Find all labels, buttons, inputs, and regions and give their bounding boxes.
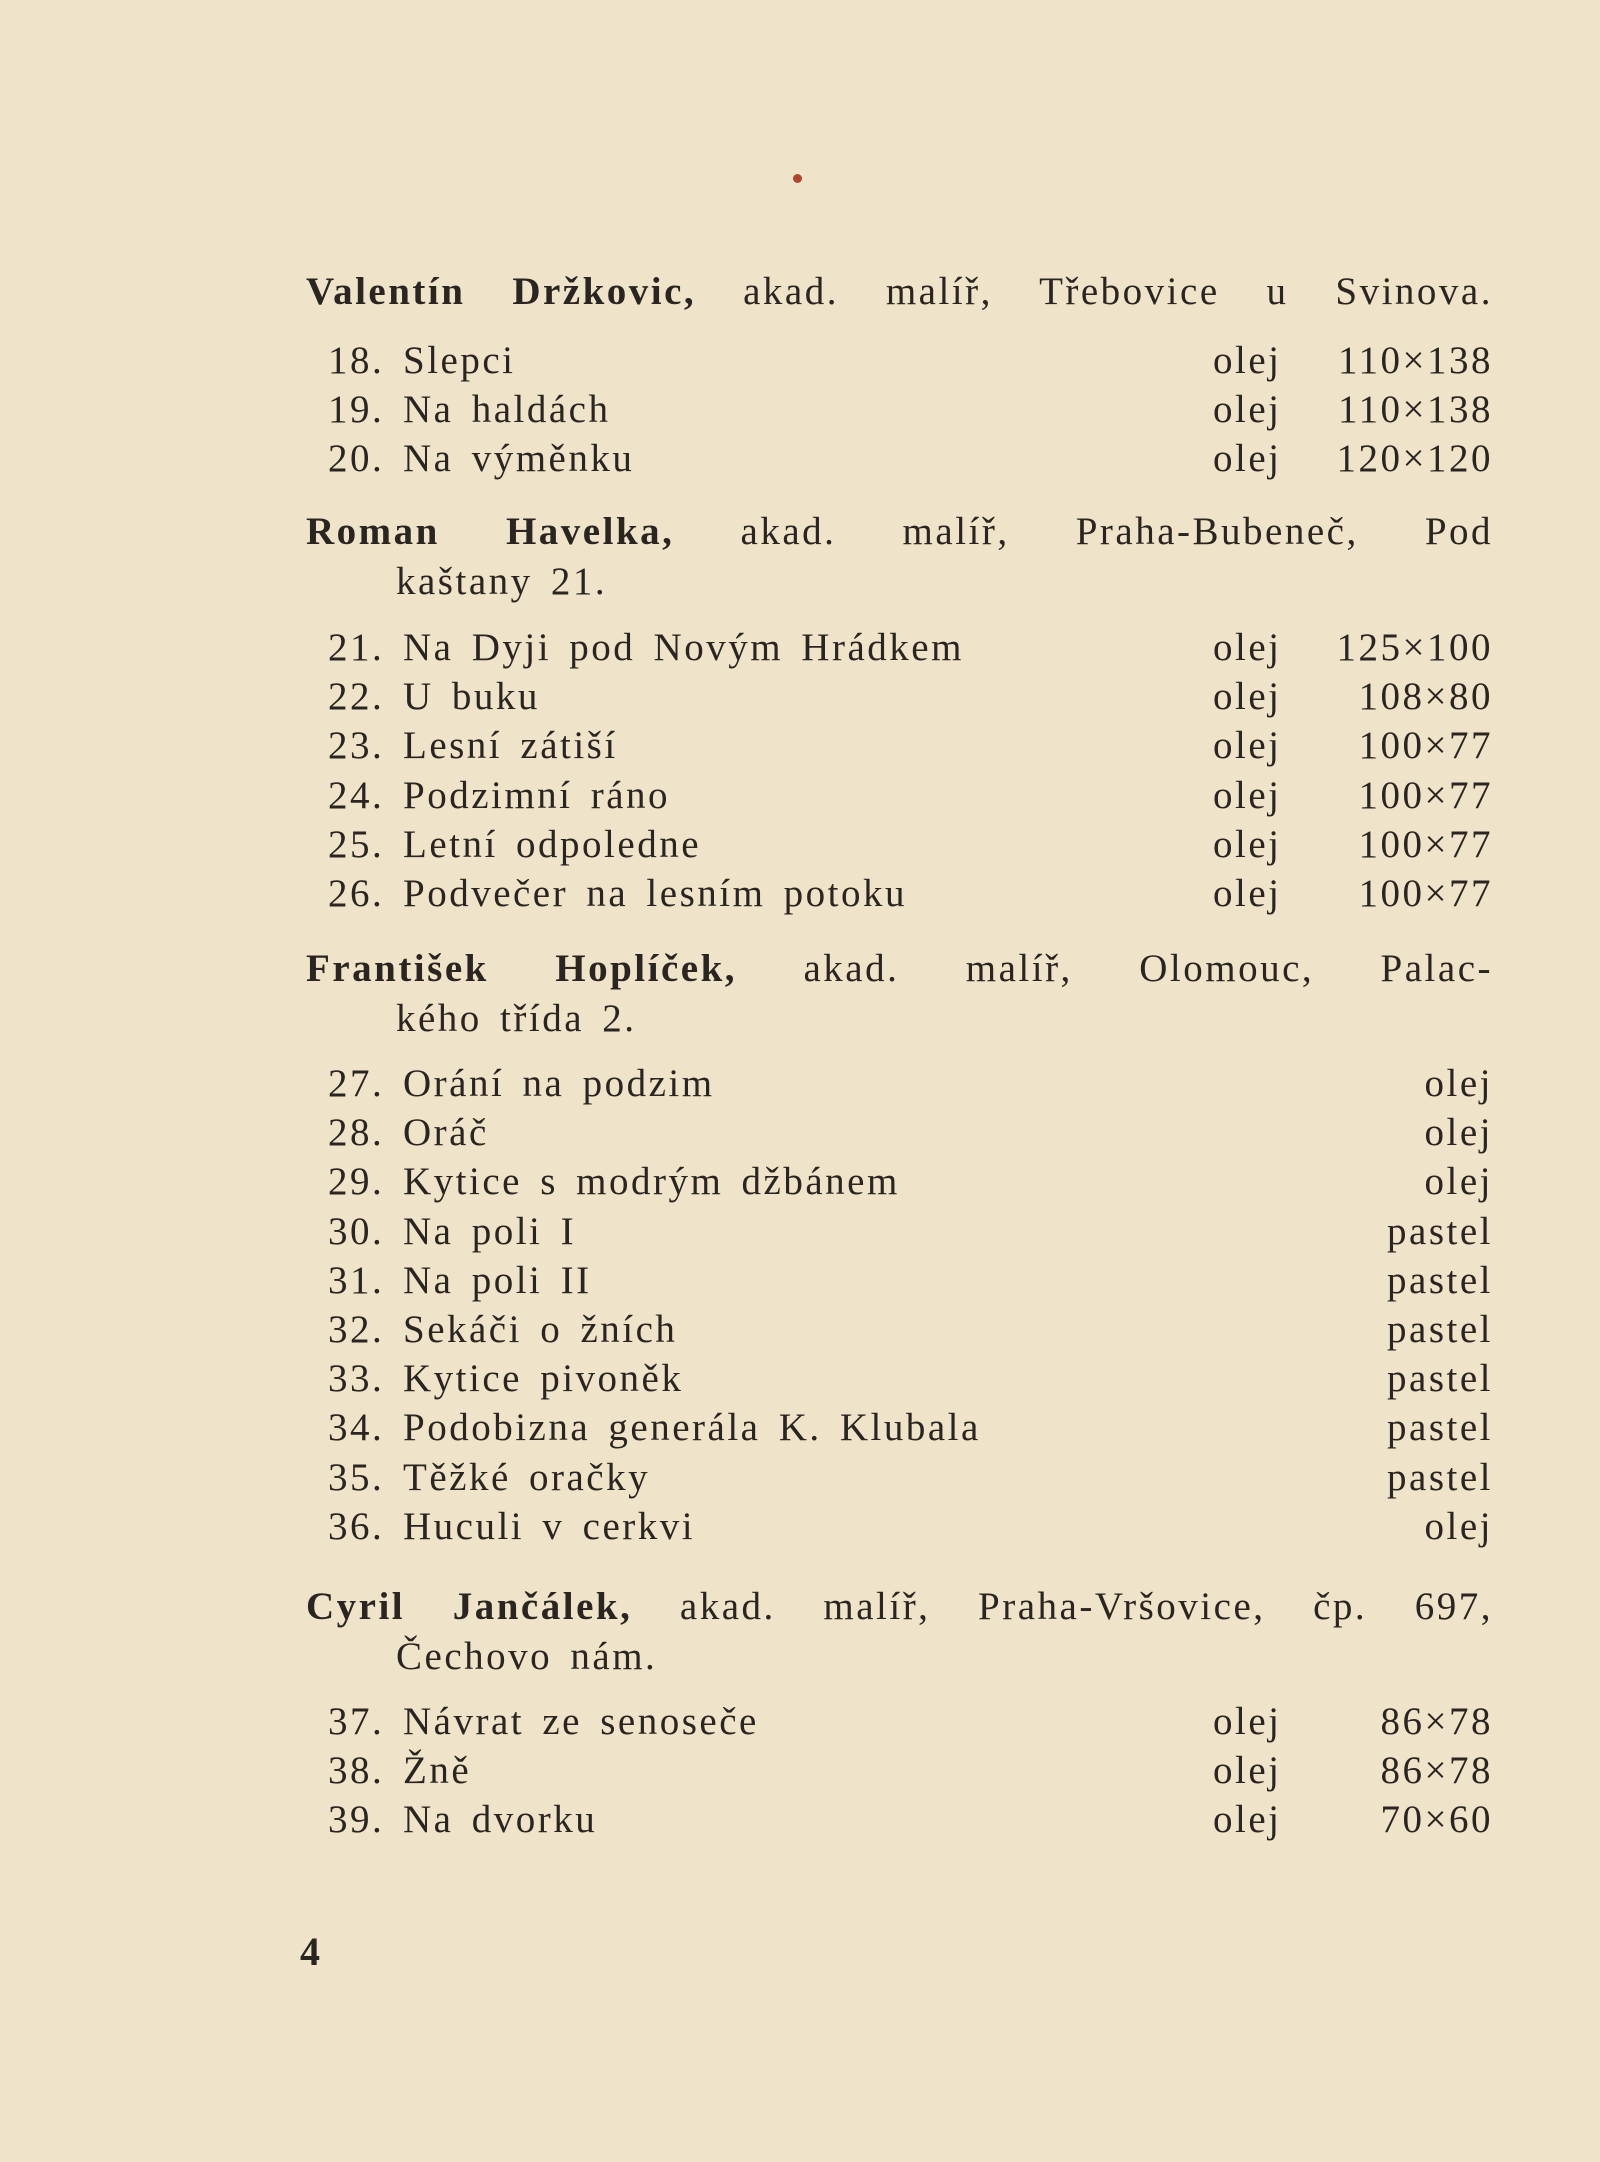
entry-number: 32.: [328, 1308, 385, 1351]
entry-number: 38.: [328, 1749, 385, 1793]
entry-medium: olej: [1213, 773, 1282, 817]
entry-title: Huculi v cerkvi: [403, 1504, 696, 1548]
entry-number: 39.: [328, 1798, 385, 1842]
entry-title: Podvečer na lesním potoku: [403, 872, 907, 915]
entry-number: 37.: [328, 1700, 385, 1743]
entry-number: 20.: [328, 437, 385, 481]
entry-medium: pastel: [1387, 1357, 1493, 1401]
entry-title: Žně: [403, 1749, 472, 1793]
page-number: 4: [300, 1929, 320, 1974]
entry-medium: olej: [1213, 872, 1282, 915]
entry-dimensions: 100×77: [1358, 773, 1493, 817]
entry-medium: olej: [1424, 1504, 1493, 1548]
entry-number: 33.: [328, 1357, 385, 1401]
entry-medium: pastel: [1387, 1308, 1493, 1351]
entry-medium: olej: [1424, 1062, 1493, 1105]
entry-number: 24.: [328, 773, 385, 817]
entry-title: Návrat ze senoseče: [403, 1700, 759, 1743]
artist-heading: [306, 944, 1493, 994]
catalogue-entry: [306, 385, 1493, 435]
entry-dimensions: 110×138: [1337, 388, 1493, 432]
artist-name: František Hoplíček,: [306, 947, 738, 990]
artist-name: Cyril Jančálek,: [306, 1585, 633, 1628]
entry-title: Těžké oračky: [403, 1455, 651, 1499]
entry-title: Kytice pivoněk: [403, 1357, 684, 1401]
entry-number: 21.: [328, 626, 385, 669]
artist-heading: [306, 267, 1493, 317]
entry-medium: pastel: [1387, 1258, 1493, 1302]
catalogue-entry: [306, 1403, 1493, 1453]
catalogue-entry: [306, 672, 1493, 722]
entry-number: 34.: [328, 1406, 385, 1450]
artist-address: akad. malíř, Praha-Vršovice, čp. 697,: [679, 1585, 1493, 1628]
entry-title: Slepci: [403, 339, 516, 382]
entry-dimensions: 86×78: [1380, 1749, 1493, 1793]
artist-heading: [306, 1582, 1493, 1632]
catalogue-entry: [306, 623, 1493, 673]
entry-title: Podzimní ráno: [403, 773, 671, 817]
catalogue-entry: [306, 1354, 1493, 1404]
entry-title: Orání na podzim: [403, 1062, 715, 1105]
entry-medium: olej: [1424, 1111, 1493, 1155]
entry-number: 19.: [328, 388, 385, 432]
entry-medium: olej: [1213, 724, 1282, 768]
entry-dimensions: 110×138: [1337, 339, 1493, 382]
entry-medium: olej: [1213, 675, 1282, 719]
entry-dimensions: 100×77: [1358, 872, 1493, 915]
catalogue-entry: [306, 771, 1493, 821]
catalogue-entry: [306, 1697, 1493, 1747]
entry-number: 22.: [328, 675, 385, 719]
entry-medium: olej: [1213, 1749, 1282, 1793]
entry-title: Sekáči o žních: [403, 1308, 678, 1351]
entry-number: 25.: [328, 822, 385, 866]
artist-address-continued: Čechovo nám.: [396, 1635, 658, 1678]
entry-title: Na poli II: [403, 1258, 592, 1302]
entry-title: Na haldách: [403, 388, 611, 432]
entry-title: U buku: [403, 675, 540, 719]
artist-name: Roman Havelka,: [306, 510, 675, 553]
entry-dimensions: 100×77: [1358, 724, 1493, 768]
catalogue-entry: [306, 1453, 1493, 1503]
entry-title: Na Dyji pod Novým Hrádkem: [403, 626, 964, 669]
catalogue-entry: [306, 1746, 1493, 1796]
entry-dimensions: 100×77: [1358, 822, 1493, 866]
entry-dimensions: 120×120: [1336, 437, 1493, 481]
catalogue-entry: [306, 1207, 1493, 1257]
entry-number: 23.: [328, 724, 385, 768]
artist-address: akad. malíř, Třebovice u Svinova.: [743, 270, 1493, 313]
entry-dimensions: 125×100: [1336, 626, 1493, 669]
entry-medium: pastel: [1387, 1209, 1493, 1253]
entry-title: Lesní zátiší: [403, 724, 618, 768]
entry-medium: olej: [1213, 626, 1282, 669]
entry-title: Kytice s modrým džbánem: [403, 1160, 900, 1204]
entry-medium: olej: [1213, 1798, 1282, 1842]
entry-number: 36.: [328, 1504, 385, 1548]
catalogue-entry: [306, 1256, 1493, 1306]
catalogue-entry: [306, 1795, 1493, 1845]
entry-dimensions: 108×80: [1358, 675, 1493, 719]
entry-number: 29.: [328, 1160, 385, 1204]
entry-title: Na poli I: [403, 1209, 577, 1253]
entry-medium: olej: [1424, 1160, 1493, 1204]
entry-medium: olej: [1213, 822, 1282, 866]
entry-medium: olej: [1213, 1700, 1282, 1743]
entry-medium: olej: [1213, 339, 1282, 382]
entry-medium: pastel: [1387, 1406, 1493, 1450]
entry-title: Letní odpoledne: [403, 822, 702, 866]
artist-address: akad. malíř, Olomouc, Palac-: [803, 947, 1493, 990]
catalogue-entry: [306, 869, 1493, 919]
artist-address-continued: kého třída 2.: [396, 997, 637, 1040]
entry-number: 30.: [328, 1209, 385, 1253]
entry-number: 27.: [328, 1062, 385, 1105]
entry-dimensions: 86×78: [1380, 1700, 1493, 1743]
entry-medium: olej: [1213, 437, 1282, 481]
artist-address: akad. malíř, Praha-Bubeneč, Pod: [740, 510, 1494, 553]
entry-number: 18.: [328, 339, 385, 382]
artist-heading: [306, 507, 1493, 557]
entry-title: Na výměnku: [403, 437, 635, 481]
artist-name: Valentín Držkovic,: [306, 270, 697, 313]
catalogue-entry: [306, 721, 1493, 771]
entry-title: Podobizna generála K. Klubala: [403, 1406, 981, 1450]
catalogue-entry: [306, 1108, 1493, 1158]
entry-medium: pastel: [1387, 1455, 1493, 1499]
catalogue-entry: [306, 820, 1493, 870]
entry-title: Oráč: [403, 1111, 489, 1155]
catalogue-entry: [306, 1305, 1493, 1355]
entry-number: 28.: [328, 1111, 385, 1155]
artist-address-continued: kaštany 21.: [396, 560, 608, 603]
entry-number: 26.: [328, 872, 385, 915]
entry-number: 35.: [328, 1455, 385, 1499]
catalogue-entry: [306, 336, 1493, 386]
catalogue-entry: [306, 1059, 1493, 1109]
entry-number: 31.: [328, 1258, 385, 1302]
entry-dimensions: 70×60: [1380, 1798, 1493, 1842]
entry-title: Na dvorku: [403, 1798, 598, 1842]
catalogue-entry: [306, 434, 1493, 484]
entry-medium: olej: [1213, 388, 1282, 432]
ink-dot-mark: [793, 174, 802, 183]
catalogue-entry: [306, 1502, 1493, 1552]
catalogue-entry: [306, 1157, 1493, 1207]
